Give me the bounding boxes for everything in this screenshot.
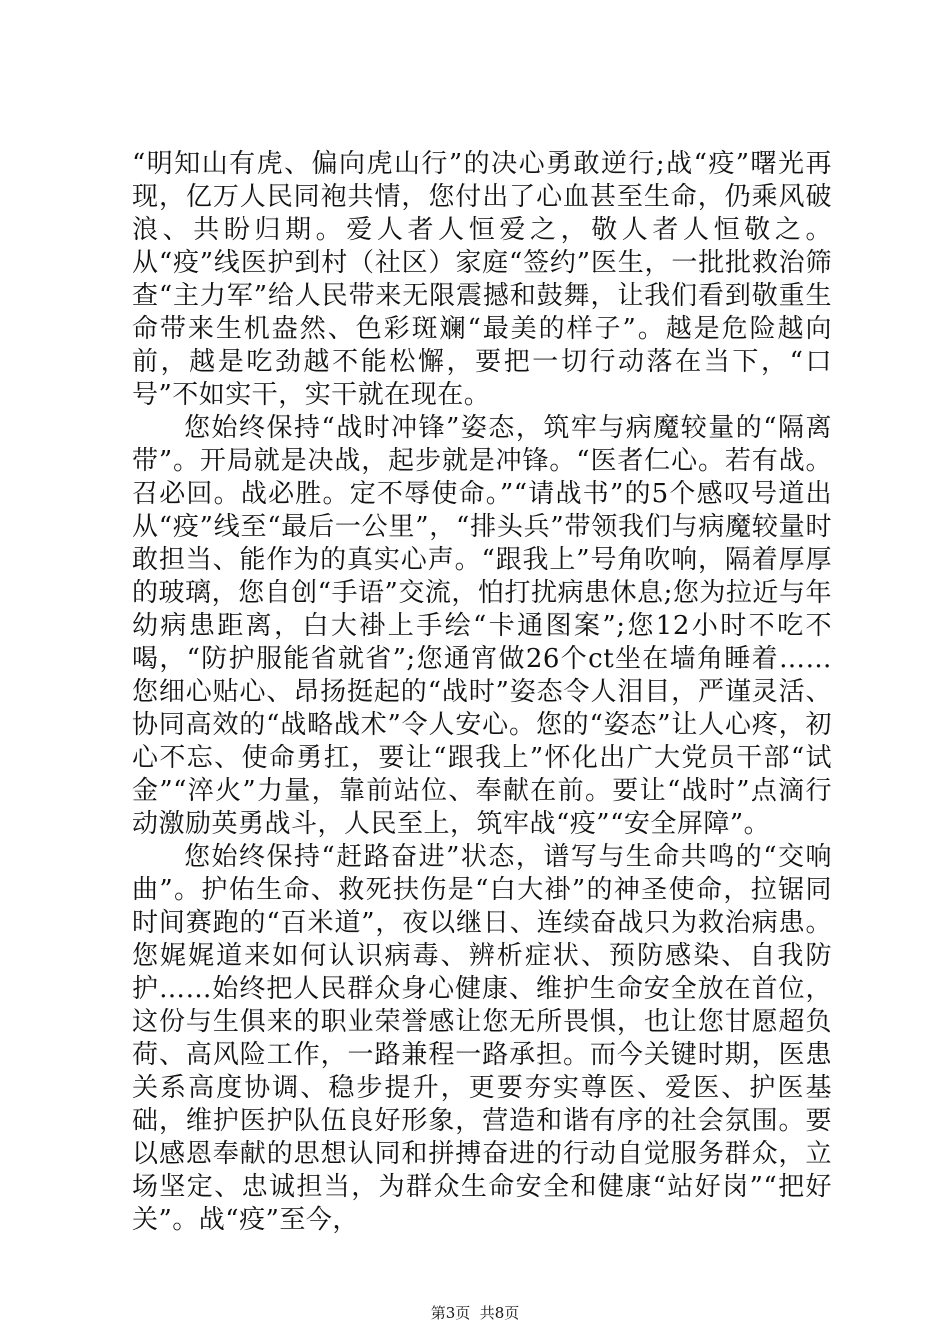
- page-number-footer: 第3页 共8页: [430, 1304, 520, 1322]
- paragraph-1: “明知山有虎、偏向虎山行”的决心勇敢逆行;战“疫”曙光再现，亿万人民同袍共情，您付出了心血甚至生命，仍乘风破浪、共盼归期。爱人者人恒爱之，敬人者人恒敬之。从“疫”线医护到村（社区）家庭“签约”医生，一批批救治筛查“主力军”给人民带来无限震撼和鼓舞，让我们看到敬重生命带来生机盎然、色彩斑斓“最美的样子”。越是危险越向前，越是吃劲越不能松懈，要把一切行动落在当下，“口号”不如实干，实干就在现在。: [132, 149, 832, 410]
- paragraph-3: 您始终保持“赶路奋进”状态，谱写与生命共鸣的“交响曲”。护佑生命、救死扶伤是“白大褂”的神圣使命，拉锯同时间赛跑的“百米道”，夜以继日、连续奋战只为救治病患。您娓娓道来如何认识病毒、辨析症状、预防感染、自我防护……始终把人民群众身心健康、维护生命安全放在首位，这份与生俱来的职业荣誉感让您无所畏惧，也让您甘愿超负荷、高风险工作，一路兼程一路承担。而今关键时期，医患关系高度协调、稳步提升，更要夯实尊医、爱医、护医基础，维护医护队伍良好形象，营造和谐有序的社会氛围。要以感恩奉献的思想认同和拼搏奋进的行动自觉服务群众，立场坚定、忠诚担当，为群众生命安全和健康“站好岗”“把好关”。战“疫”至今，: [132, 842, 832, 1235]
- document-body: [132, 148, 832, 1237]
- paragraph-2: 您始终保持“战时冲锋”姿态，筑牢与病魔较量的“隔离带”。开局就是决战，起步就是冲锋。“医者仁心。若有战。召必回。战必胜。定不辱使命。”“请战书”的5个感叹号道出从“疫”线至“最后一公里”，“排头兵”带领我们与病魔较量时敢担当、能作为的真实心声。“跟我上”号角吹响，隔着厚厚的玻璃，您自创“手语”交流，怕打扰病患休息;您为拉近与年幼病患距离，白大褂上手绘“卡通图案”;您12小时不吃不喝，“防护服能省就省”;您通宵做26个ct坐在墙角睡着……您细心贴心、昂扬挺起的“战时”姿态令人泪目，严谨灵活、协同高效的“战略战术”令人安心。您的“姿态”让人心疼，初心不忘、使命勇扛，要让“跟我上”怀化出广大党员干部“试金”“淬火”力量，靠前站位、奉献在前。要让“战时”点滴行动激励英勇战斗，人民至上，筑牢战“疫”“安全屏障”。: [132, 413, 832, 839]
